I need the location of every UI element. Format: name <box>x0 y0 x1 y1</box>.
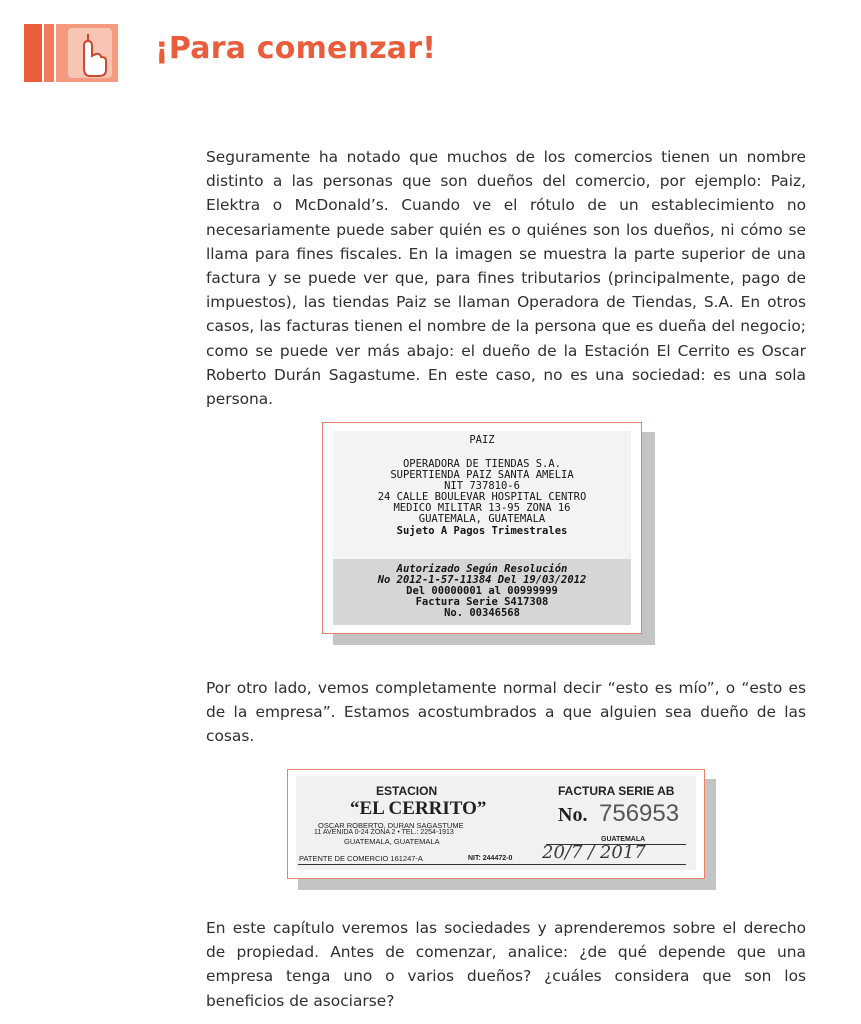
receipt-nit: NIT 737810-6 <box>444 480 520 492</box>
receipt-number: No. 00346568 <box>444 607 520 619</box>
cerrito-station-label: ESTACION <box>376 784 438 798</box>
receipt-city: GUATEMALA, GUATEMALA <box>418 513 546 525</box>
cerrito-owner: OSCAR ROBERTO, DURAN SAGASTUME <box>318 821 464 830</box>
cerrito-nit: NIT: 244472-0 <box>468 855 513 862</box>
cerrito-location: GUATEMALA <box>601 836 646 843</box>
intro-paragraph: Seguramente ha notado que muchos de los comercios tienen un nombre distinto a las personas que son dueños del comercio, por ejemplo: Paiz, Elektra o McDonald’s. Cuando ve el rótulo de un establecimiento no necesariamente puede saber quién es o quiénes son los dueños, ni cómo se llama para fines fiscales. En la imagen se muestra la parte superior de una factura y se puede ver que, para fines tributarios (principalmente, pago de impuestos), las tiendas Paiz se llaman Operadora de Tiendas, S.A. En otros casos, las facturas tienen el nombre de la persona que es dueña del negocio; como se puede ver más abajo: el dueño de la Estación El Cerrito es Oscar Roberto Durán Sagastume. En este caso, no es una sociedad: es una sola persona. <box>206 148 806 409</box>
receipt-address-1: 24 CALLE BOULEVAR HOSPITAL CENTRO <box>377 491 587 503</box>
page-title: ¡Para comenzar! <box>155 31 437 66</box>
cerrito-name: “EL CERRITO” <box>350 798 487 819</box>
cerrito-invoice-number: 756953 <box>599 800 680 827</box>
receipt-paiz-image <box>322 422 642 634</box>
receipt-range: Del 00000001 al 00999999 <box>406 585 558 597</box>
cerrito-address: 11 AVENIDA 0-24 ZONA 2 • TEL.: 2254-1913 <box>314 829 454 836</box>
receipt-cerrito-image <box>287 769 705 879</box>
receipt-address-2: MEDICO MILITAR 13-95 ZONA 16 <box>393 502 571 514</box>
cerrito-patent: PATENTE DE COMERCIO 161247-A <box>299 854 423 863</box>
receipt-company: OPERADORA DE TIENDAS S.A. <box>402 458 562 470</box>
receipt-resolution: No 2012-1-57-11384 Del 19/03/2012 <box>377 574 587 586</box>
cerrito-invoice-series: FACTURA SERIE AB <box>558 784 675 798</box>
cerrito-no-label: No. <box>558 804 588 826</box>
closing-paragraph: En este capítulo veremos las sociedades y aprenderemos sobre el derecho de propiedad. Antes de comenzar, analice: ¿de qué depende que una empresa tenga uno o varios dueños? ¿cuáles considera que son los beneficios de asociarse? <box>206 919 806 1010</box>
receipt-authorization: Autorizado Según Resolución <box>396 563 568 575</box>
pointing-hand-icon <box>24 24 118 82</box>
receipt-series: Factura Serie S417308 <box>415 596 549 608</box>
middle-paragraph: Por otro lado, vemos completamente normal decir “esto es mío”, o “esto es de la empresa”. Estamos acostumbrados a que alguien sea dueño de las cosas. <box>206 679 806 746</box>
receipt-branch: SUPERTIENDA PAIZ SANTA AMELIA <box>390 469 574 481</box>
receipt-store: PAIZ <box>469 434 495 446</box>
cerrito-city: GUATEMALA, GUATEMALA <box>344 837 440 846</box>
receipt-tax-regime: Sujeto A Pagos Trimestrales <box>396 525 568 537</box>
cerrito-handwritten-date: 20/7 / 2017 <box>542 842 646 863</box>
